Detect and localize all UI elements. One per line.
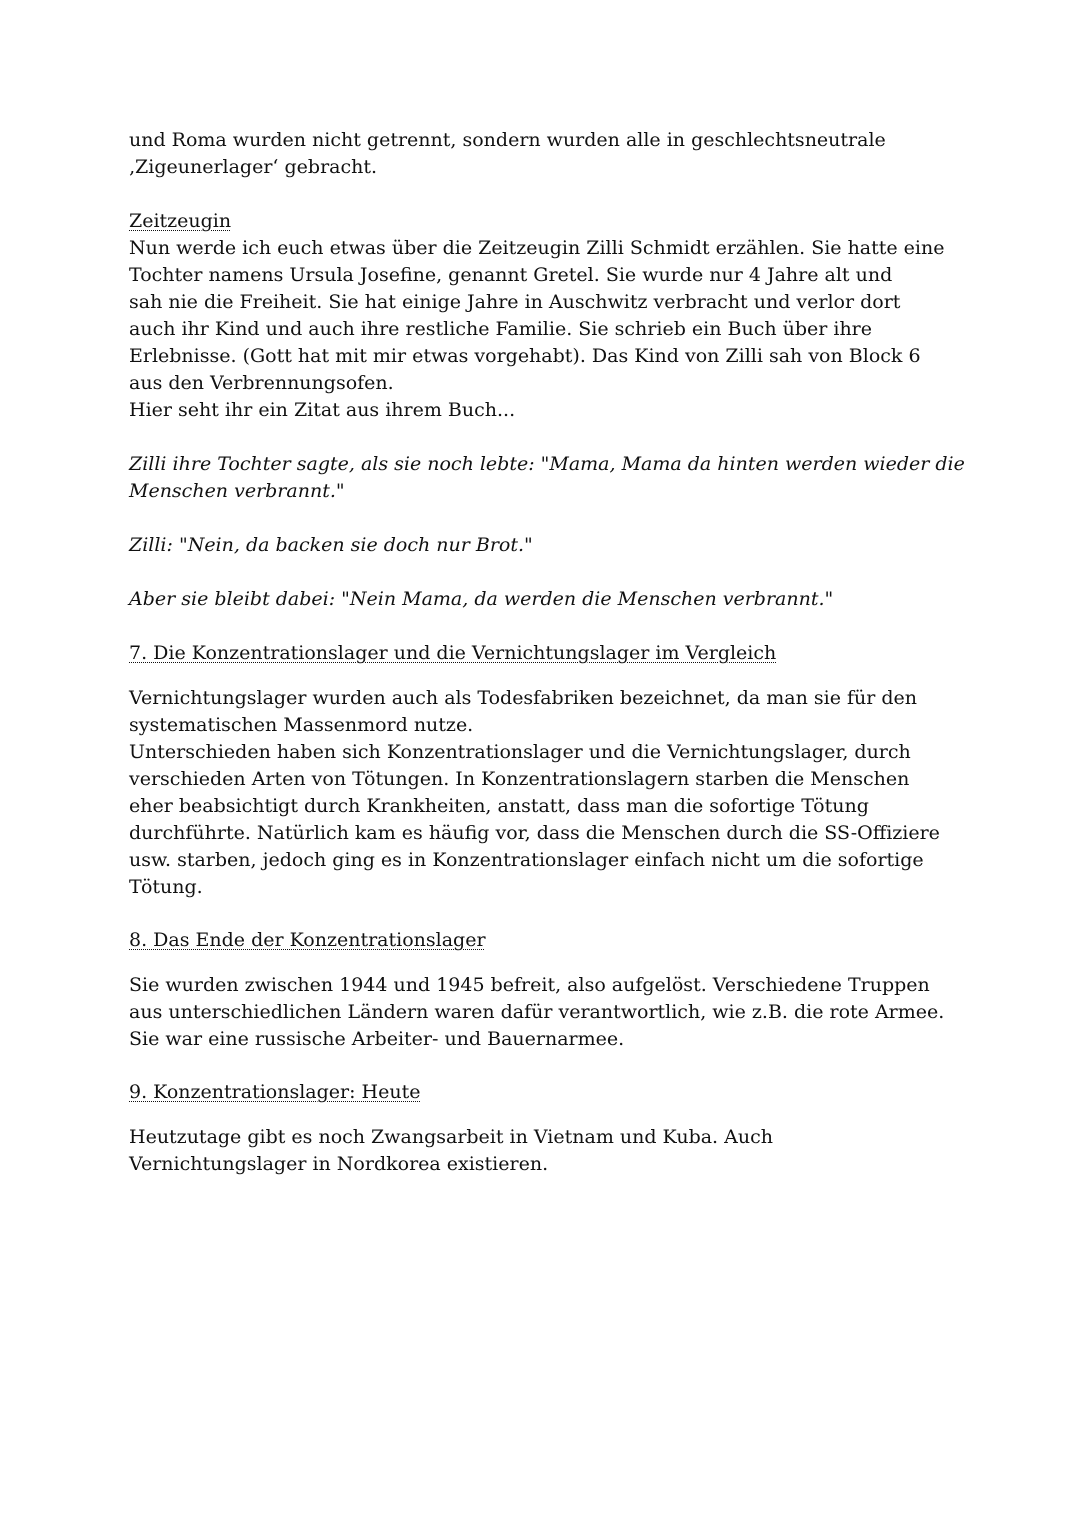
section-7-body [129,685,964,901]
intro-paragraph [129,127,964,181]
text-line: sah nie die Freiheit. Sie hat einige Jahre in Auschwitz verbracht und verlor dort [129,291,901,313]
section-9-body [129,1124,964,1178]
section-7 [129,640,964,667]
text-line: aus unterschiedlichen Ländern waren dafür verantwortlich, wie z.B. die rote Armee. [129,1001,945,1023]
section-heading-7: 7. Die Konzentrationslager und die Vernichtungslager im Vergleich [129,642,777,664]
text-line: usw. starben, jedoch ging es in Konzentrationslager einfach nicht um die sofortige [129,849,924,871]
quote-line: Menschen verbrannt." [129,480,345,502]
section-9 [129,1079,964,1106]
text-line: Tochter namens Ursula Josefine, genannt Gretel. Sie wurde nur 4 Jahre alt und [129,264,893,286]
quote-zilli [129,532,964,559]
quote-line: Zilli: "Nein, da backen sie doch nur Brot." [129,534,533,556]
text-line: durchführte. Natürlich kam es häufig vor, dass die Menschen durch die SS-Offiziere [129,822,940,844]
text-line: Heutzutage gibt es noch Zwangsarbeit in Vietnam und Kuba. Auch [129,1126,773,1148]
quote-line: Aber sie bleibt dabei: "Nein Mama, da werden die Menschen verbrannt." [129,588,834,610]
section-heading-9: 9. Konzentrationslager: Heute [129,1081,421,1103]
text-line: Tötung. [129,876,203,898]
text-line: Sie wurden zwischen 1944 und 1945 befreit, also aufgelöst. Verschiedene Truppen [129,974,930,996]
section-8 [129,927,964,954]
text-line: Sie war eine russische Arbeiter- und Bauernarmee. [129,1028,625,1050]
text-line: Vernichtungslager in Nordkorea existieren. [129,1153,549,1175]
text-line: Erlebnisse. (Gott hat mit mir etwas vorgehabt). Das Kind von Zilli sah von Block 6 [129,345,921,367]
text-line: eher beabsichtigt durch Krankheiten, anstatt, dass man die sofortige Tötung [129,795,869,817]
text-line: und Roma wurden nicht getrennt, sondern wurden alle in geschlechtsneutrale [129,129,886,151]
section-heading-8: 8. Das Ende der Konzentrationslager [129,929,486,951]
text-line: Unterschieden haben sich Konzentrationslager und die Vernichtungslager, durch [129,741,911,763]
quote-line: Zilli ihre Tochter sagte, als sie noch lebte: "Mama, Mama da hinten werden wieder die [129,453,965,475]
text-line: aus den Verbrennungsofen. [129,372,394,394]
text-line: Vernichtungslager wurden auch als Todesfabriken bezeichnet, da man sie für den [129,687,918,709]
document-page [129,127,964,1178]
section-8-body [129,972,964,1053]
quote-daughter [129,451,964,505]
quote-daughter-insists [129,586,964,613]
text-line: verschieden Arten von Tötungen. In Konzentrationslagern starben die Menschen [129,768,910,790]
text-line: systematischen Massenmord nutze. [129,714,474,736]
zeitzeugin-section [129,208,964,424]
text-line: Nun werde ich euch etwas über die Zeitzeugin Zilli Schmidt erzählen. Sie hatte eine [129,237,945,259]
text-line: ‚Zigeunerlager‘ gebracht. [129,156,378,178]
text-line: auch ihr Kind und auch ihre restliche Familie. Sie schrieb ein Buch über ihre [129,318,873,340]
text-line: Hier seht ihr ein Zitat aus ihrem Buch... [129,399,516,421]
section-heading-zeitzeugin: Zeitzeugin [129,210,232,232]
